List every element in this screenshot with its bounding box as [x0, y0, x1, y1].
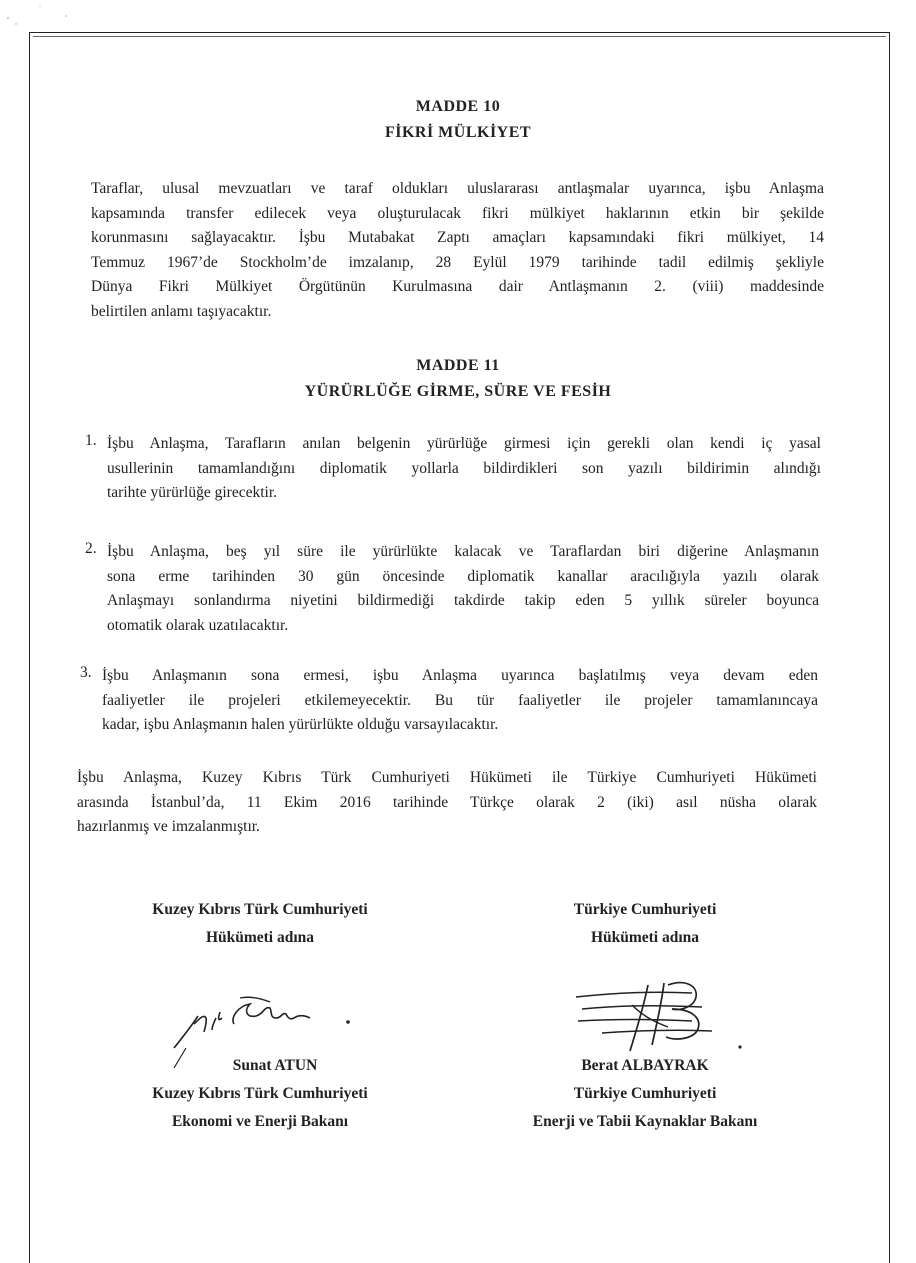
article-10-body	[91, 177, 824, 324]
text-line: hazırlanmış ve imzalanmıştır.	[77, 818, 260, 835]
right-signatory-header	[500, 896, 790, 952]
scan-specks	[0, 0, 80, 30]
text-line: İşbu Anlaşma, Kuzey Kıbrıs Türk Cumhuriyeti Hükümeti ile Türkiye Cumhuriyeti Hükümeti	[77, 769, 817, 786]
page-border-inner	[33, 36, 886, 38]
text-line: İşbu Anlaşmanın sona ermesi, işbu Anlaşma uyarınca başlatılmış veya devam eden	[102, 667, 818, 684]
text-line: Dünya Fikri Mülkiyet Örgütünün Kurulmasına dair Antlaşmanın 2. (viii) maddesinde	[91, 278, 824, 295]
article-11-number: MADDE 11	[416, 357, 500, 374]
item-number: 1.	[85, 432, 97, 449]
article-10-title: FİKRİ MÜLKİYET	[384, 124, 532, 141]
text-line: korunmasını sağlayacaktır. İşbu Mutabakat Zaptı amaçları kapsamındaki fikri mülkiyet, 14	[91, 229, 824, 246]
right-on-behalf-line-2: Hükümeti adına	[590, 929, 700, 946]
left-on-behalf-line-1: Kuzey Kıbrıs Türk Cumhuriyeti	[152, 901, 368, 918]
article-11-item-3	[102, 664, 818, 738]
text-line: kadar, işbu Anlaşmanın halen yürürlükte olduğu varsayılacaktır.	[102, 716, 499, 733]
left-on-behalf-line-2: Hükümeti adına	[205, 929, 315, 946]
right-on-behalf-line-1: Türkiye Cumhuriyeti	[573, 901, 717, 918]
right-signatory-details	[500, 1052, 790, 1136]
text-line: belirtilen anlamı taşıyacaktır.	[91, 302, 272, 320]
left-signatory-details	[110, 1052, 410, 1136]
text-line: tarihte yürürlüğe girecektir.	[107, 484, 278, 501]
right-signatory-name: Berat ALBAYRAK	[581, 1057, 709, 1074]
article-11-item-2	[107, 540, 819, 638]
article-11-item-1	[107, 432, 821, 506]
text-line: İşbu Anlaşma, beş yıl süre ile yürürlükte kalacak ve Taraflardan biri diğerine Anlaşmanın	[107, 543, 819, 560]
text-line: Temmuz 1967’de Stockholm’de imzalanıp, 28 Eylül 1979 tarihinde tadil edilmiş şekliyle	[91, 253, 824, 271]
item-number: 2.	[85, 540, 97, 557]
closing-paragraph	[77, 766, 817, 840]
text-line: kapsamında transfer edilecek veya oluşturulacak fikri mülkiyet haklarının etkin bir şekilde	[91, 204, 824, 222]
text-line: Anlaşmayı sonlandırma niyetini bildirmediği takdirde takip eden 5 yıllık süreler boyunca	[107, 592, 819, 609]
item-number: 3.	[80, 664, 92, 681]
left-signatory-header	[110, 896, 410, 952]
left-signatory-title-2: Ekonomi ve Enerji Bakanı	[171, 1113, 349, 1130]
right-signatory-title-1: Türkiye Cumhuriyeti	[573, 1085, 717, 1102]
text-line: İşbu Anlaşma, Tarafların anılan belgenin yürürlüğe girmesi için gerekli olan kendi iç yasal	[107, 435, 821, 452]
text-line: faaliyetler ile projeleri etkilemeyecektir. Bu tür faaliyetler ile projeler tamamlanıncaya	[102, 691, 818, 709]
article-11-title: YÜRÜRLÜĞE GİRME, SÜRE VE FESİH	[304, 383, 612, 400]
right-signatory-title-2: Enerji ve Tabii Kaynaklar Bakanı	[532, 1113, 758, 1130]
article-10-number: MADDE 10	[415, 98, 501, 115]
text-line: arasında İstanbul’da, 11 Ekim 2016 tarihinde Türkçe olarak 2 (iki) asıl nüsha olarak	[77, 793, 817, 811]
left-signatory-name: Sunat ATUN	[232, 1057, 318, 1074]
text-line: otomatik olarak uzatılacaktır.	[107, 616, 289, 634]
text-line: usullerinin tamamlandığını diplomatik yollarla bildirdikleri son yazılı bildirimin alındığı	[107, 459, 821, 477]
left-signatory-title-1: Kuzey Kıbrıs Türk Cumhuriyeti	[152, 1085, 368, 1102]
text-line: sona erme tarihinden 30 gün öncesinde diplomatik kanallar aracılığıyla yazılı olarak	[107, 567, 819, 585]
text-line: Taraflar, ulusal mevzuatları ve taraf oldukları uluslararası antlaşmalar uyarınca, işbu Anlaşma	[91, 180, 824, 197]
